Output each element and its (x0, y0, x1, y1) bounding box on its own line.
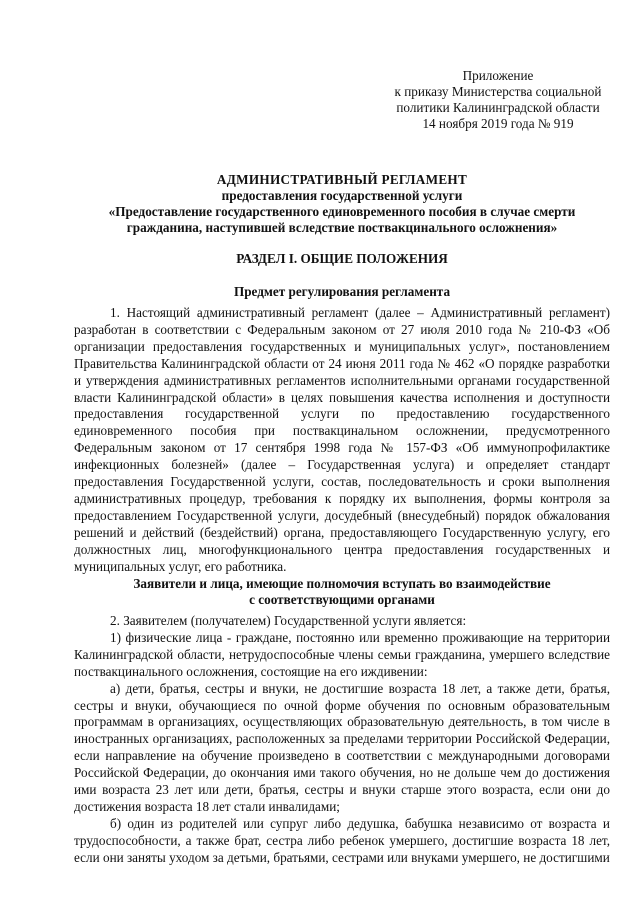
appendix-block (388, 68, 608, 132)
paragraph-2-1-b: б) один из родителей или супруг либо дедушка, бабушка независимо от возраста и трудоспособности, а также брат, сестра либо ребенок умершего, достигшие возраста 18 лет, если они заняты уходом за детьми, братьями, сестрами или внуками умершего, не достигшими (74, 815, 610, 865)
section-heading: РАЗДЕЛ I. ОБЩИЕ ПОЛОЖЕНИЯ (236, 251, 448, 266)
paragraph-1-block (74, 305, 610, 576)
paragraph-2: 2. Заявителем (получателем) Государственной услуги является: (110, 613, 467, 628)
subheading-applicants-line-1: Заявители и лица, имеющие полномочия вступать во взаимодействие (133, 576, 551, 591)
paragraph-2-1: 1) физические лица - граждане, постоянно или временно проживающие на территории Калининградской области, нетрудоспособные члены семьи гражданина, умершего вследствие поствакцинального осложнения, состоящие на его иждивении: (74, 629, 610, 679)
document-title (74, 172, 610, 236)
appendix-line-2: к приказу Министерства социальной (394, 84, 602, 99)
applicants-body (74, 613, 610, 867)
appendix-line-4: 14 ноября 2019 года № 919 (422, 116, 574, 131)
title-line-3: «Предоставление государственного единовременного пособия в случае смерти (108, 204, 576, 219)
subheading-applicants-line-2: с соответствующими органами (249, 592, 435, 607)
paragraph-2-1-a: а) дети, братья, сестры и внуки, не достигшие возраста 18 лет, а также дети, братья, сестры и внуки, обучающиеся по очной форме обучения по основным образовательным программам в организациях, осуществляющих образовательную деятельность, в том числе в иностранных организациях, расположенных за пределами территории Российской Федерации, если направление на обучение произведено в соответствии с международными договорами Российской Федерации, до окончания ими такого обучения, но не дольше чем до достижения ими возраста 23 лет или дети, братья, сестры и внуки старше этого возраста, если они до достижения возраста 18 лет стали инвалидами; (74, 680, 610, 814)
paragraph-1: 1. Настоящий административный регламент (далее – Административный регламент) разработан в соответствии с Федеральным законом от 27 июля 2010 года № 210-ФЗ «Об организации предоставления государственных и муниципальных услуг», постановлением Правительства Калининградской области от 24 июня 2011 года № 462 «О порядке разработки и утверждения административных регламентов исполнительными органами государственной власти Калининградской области» в целях повышения качества исполнения и доступности предоставления государственной услуги по предоставлению государственного единовременного пособия при поствакцинальном осложнении, предусмотренного Федеральным законом от 17 сентября 1998 года № 157-ФЗ «Об иммунопрофилактике инфекционных болезней» (далее – Государственная услуга) и определяет стандарт предоставления Государственной услуги, состав, последовательность и сроки выполнения административных процедур, требования к порядку их выполнения, формы контроля за предоставлением Государственной услуги, досудебный (внесудебный) порядок обжалования решений и действий (бездействий) органа, предоставляющего Государственную услугу, его должностных лиц, многофункционального центра предоставления государственных и муниципальных услуг, его работника. (74, 305, 610, 574)
subheading-applicants (74, 576, 610, 608)
title-line-4: гражданина, наступившей вследствие поствакцинального осложнения» (126, 220, 558, 235)
title-line-2: предоставления государственной услуги (221, 188, 463, 203)
title-line-1: АДМИНИСТРАТИВНЫЙ РЕГЛАМЕНТ (216, 172, 468, 187)
appendix-line-1: Приложение (462, 68, 534, 83)
appendix-line-3: политики Калининградской области (396, 100, 600, 115)
subheading-regulation-subject: Предмет регулирования регламента (233, 284, 451, 299)
